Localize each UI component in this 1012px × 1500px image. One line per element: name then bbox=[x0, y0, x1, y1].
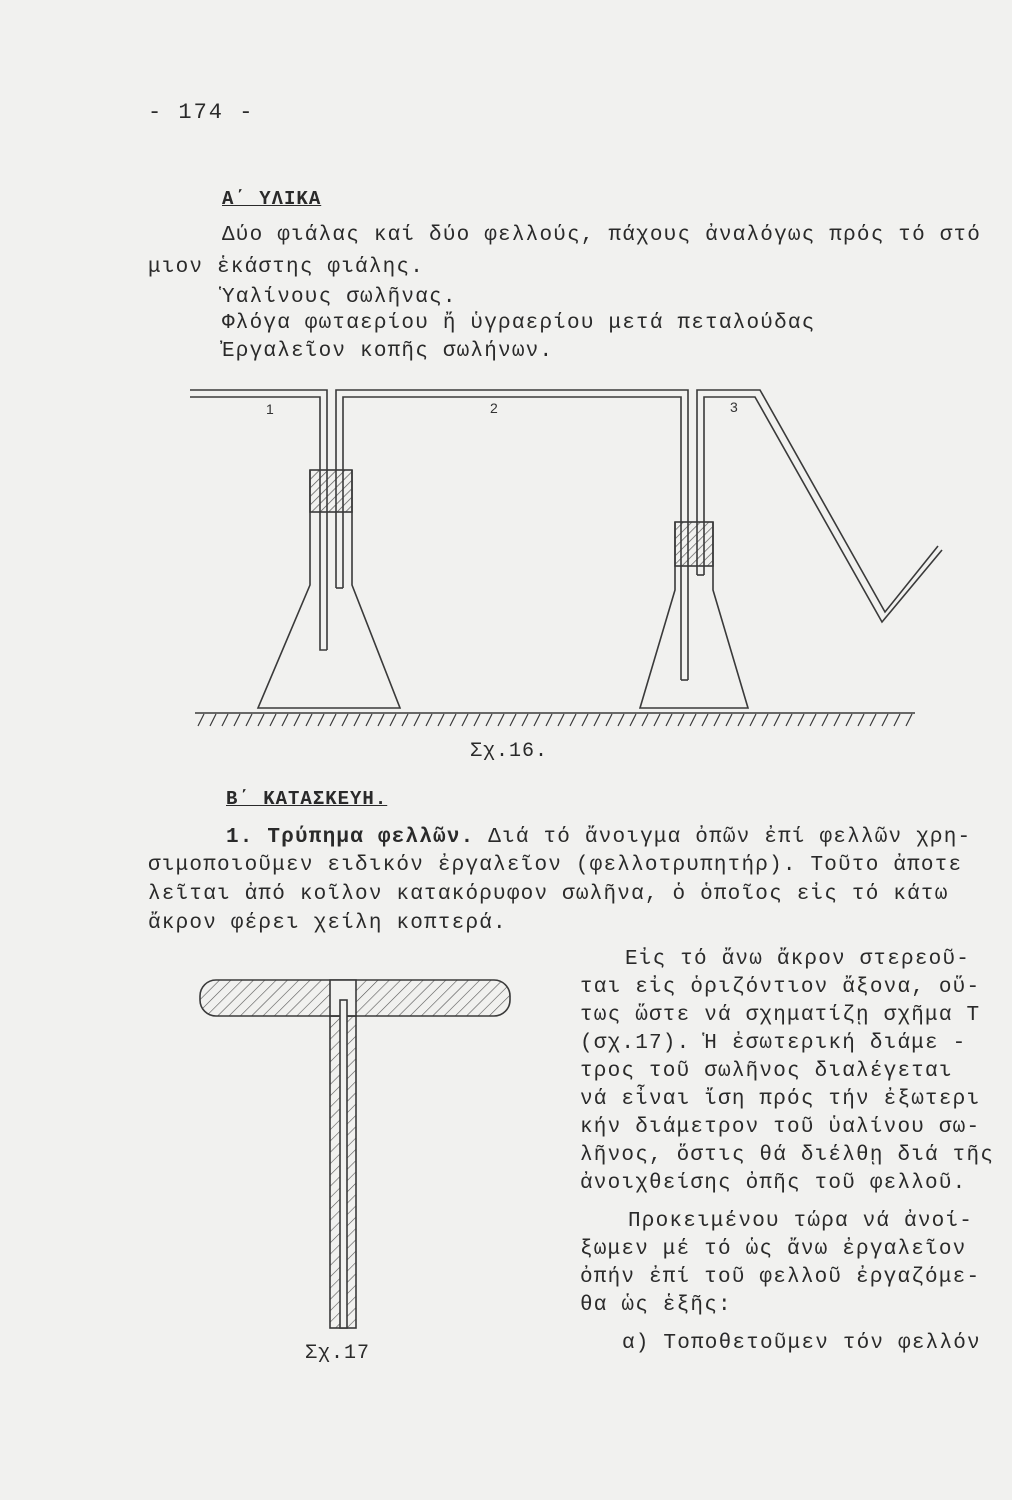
right-col-line-8: λῆνος, ὅστις θά διέλθῃ διά τῆς bbox=[580, 1144, 995, 1167]
right-col-line-3: τως ὥστε νά σχηματίζῃ σχῆμα Τ bbox=[580, 1004, 981, 1027]
right-col-line-4: (σχ.17). Ἡ ἐσωτερική διάμε - bbox=[580, 1032, 967, 1055]
right-col-line-5: τρος τοῦ σωλῆνος διαλέγεται bbox=[580, 1060, 953, 1083]
right-col-line-6: νά εἶναι ἴση πρός τήν ἐξωτερι bbox=[580, 1088, 981, 1111]
section-a-line-5: Ἐργαλεῖον κοπῆς σωλήνων. bbox=[222, 340, 554, 363]
figure16-label-2: 2 bbox=[490, 400, 498, 416]
section-b-title: Β΄ ΚΑΤΑΣΚΕΥΗ. bbox=[226, 788, 388, 810]
right-col2-line-4: θα ὡς ἑξῆς: bbox=[580, 1294, 732, 1317]
tube-2-inner bbox=[343, 397, 681, 680]
right-col2-line-1: Προκειμένου τώρα νά ἀνοί- bbox=[628, 1210, 974, 1233]
page-number: - 174 - bbox=[148, 100, 255, 125]
figure16-label-1: 1 bbox=[266, 401, 274, 417]
figure17-caption: Σχ.17 bbox=[305, 1342, 371, 1365]
right-col2-line-3: ὀπήν ἐπί τοῦ φελλοῦ ἐργαζόμε- bbox=[580, 1266, 981, 1289]
section-b-line-1 bbox=[226, 826, 971, 849]
right-col2-line-2: ξωμεν μέ τό ὡς ἄνω ἐργαλεῖον bbox=[580, 1238, 967, 1261]
last-line: α) Τοποθετοῦμεν τόν φελλόν bbox=[622, 1332, 981, 1355]
section-a-title: Α΄ ΥΛΙΚΑ bbox=[222, 188, 322, 210]
right-col-line-1: Εἰς τό ἄνω ἄκρον στερεοῦ- bbox=[625, 948, 971, 971]
borer-bore bbox=[340, 1000, 347, 1328]
tube-1-outer bbox=[190, 390, 327, 650]
right-col-line-7: κήν διάμετρον τοῦ ὑαλίνου σω- bbox=[580, 1116, 981, 1139]
tube-3-outer bbox=[697, 390, 938, 612]
tube-2-outer bbox=[336, 390, 688, 680]
item-heading: 1. Τρύπημα φελλῶν. bbox=[226, 826, 475, 849]
figure16-caption: Σχ.16. bbox=[470, 740, 549, 763]
section-b-line-3: λεῖται ἀπό κοῖλον κατακόρυφον σωλῆνα, ὁ ὁποῖος εἰς τό κάτω bbox=[148, 883, 949, 906]
tube-3-inner bbox=[704, 397, 942, 622]
section-a-line-2: μιον ἑκάστης φιάλης. bbox=[148, 256, 425, 279]
section-b-line-4: ἄκρον φέρει χείλη κοπτερά. bbox=[148, 912, 507, 935]
ground-hatching bbox=[198, 714, 912, 726]
cork-1 bbox=[310, 470, 352, 512]
figure-17 bbox=[200, 980, 510, 1328]
section-a-line-3: Ὑαλίνους σωλῆνας. bbox=[222, 286, 457, 309]
item-line1-rest: Διά τό ἄνοιγμα ὀπῶν ἐπί φελλῶν χρη- bbox=[488, 826, 972, 849]
right-col-line-2: ται εἰς ὁριζόντιον ἄξονα, οὕ- bbox=[580, 976, 981, 999]
figure16-label-3: 3 bbox=[730, 399, 738, 415]
section-a-line-4: Φλόγα φωταερίου ἤ ὑγραερίου μετά πεταλούδας bbox=[222, 312, 816, 335]
section-a-line-1: Δύο φιάλας καί δύο φελλούς, πάχους ἀναλόγως πρός τό στό bbox=[222, 224, 982, 247]
right-col-line-9: ἀνοιχθείσης ὀπῆς τοῦ φελλοῦ. bbox=[580, 1172, 967, 1195]
tube-1-inner bbox=[190, 397, 327, 650]
section-b-line-2: σιμοποιοῦμεν ειδικόν ἐργαλεῖον (φελλοτρυπητήρ). Τοῦτο ἀποτε bbox=[148, 854, 963, 877]
